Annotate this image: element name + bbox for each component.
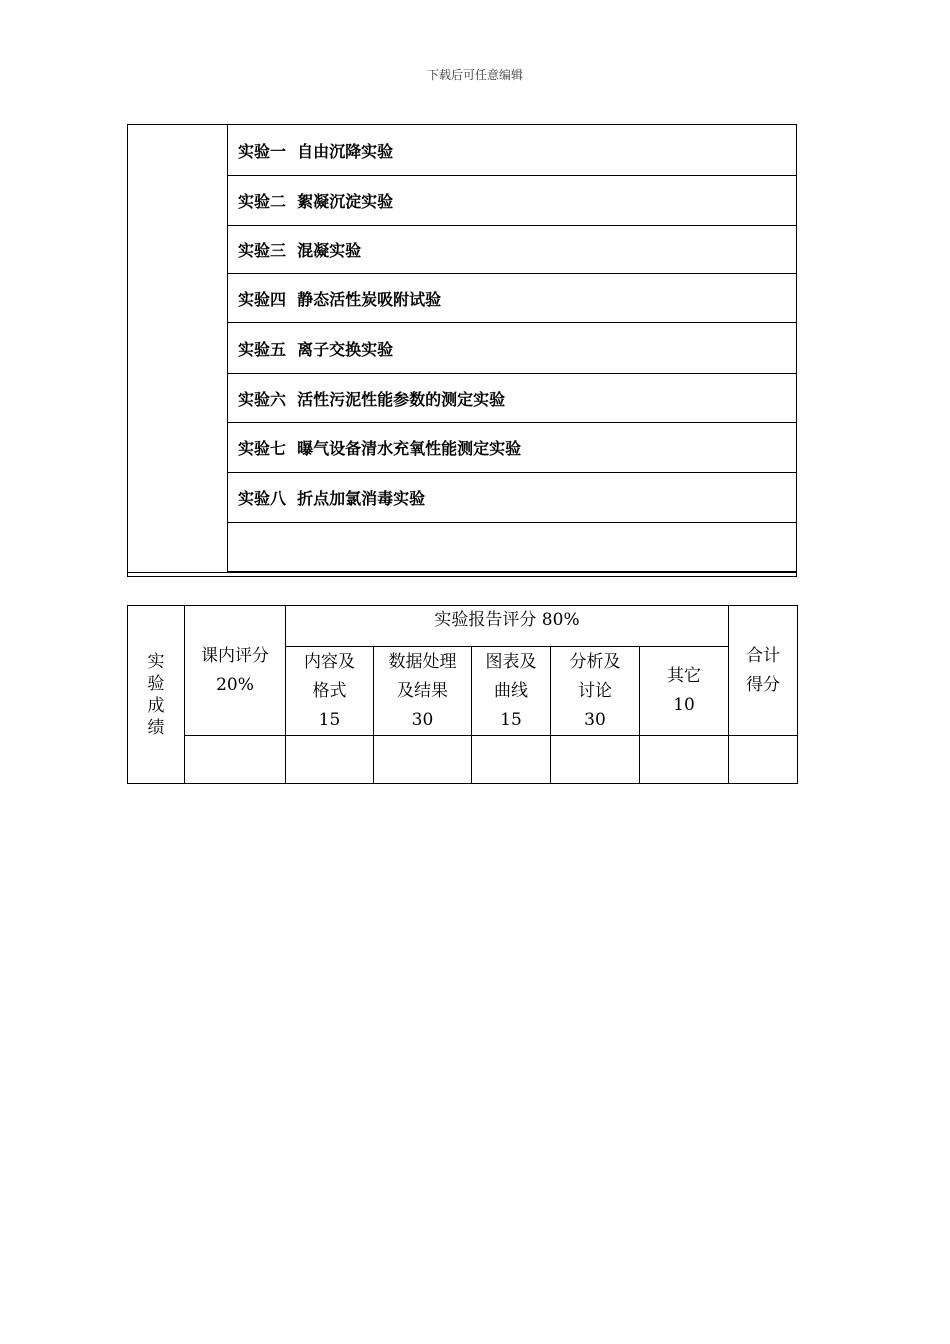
total-label-line1: 合计	[746, 645, 781, 666]
grade-row-label-cell	[128, 606, 185, 784]
score-cell-other	[640, 736, 729, 784]
experiment-item-empty	[228, 523, 796, 572]
experiment-item-7: 实验七 曝气设备清水充氧性能测定实验	[228, 423, 796, 473]
score-cell-analysis-discussion	[551, 736, 640, 784]
report-score-label: 实验报告评分 80%	[434, 610, 580, 630]
experiment-list-table	[127, 124, 797, 577]
score-entry-row	[128, 736, 798, 784]
criterion-name-line2: 曲线	[494, 680, 528, 701]
grading-table	[127, 605, 798, 784]
criterion-points: 10	[673, 695, 695, 715]
score-cell-content-format	[286, 736, 374, 784]
score-cell-data-processing	[374, 736, 472, 784]
experiment-item-1: 实验一 自由沉降实验	[228, 125, 796, 176]
criterion-points: 30	[411, 709, 434, 730]
experiment-list-left-cell	[128, 125, 228, 572]
total-label-line2: 得分	[746, 674, 781, 695]
criterion-points: 30	[584, 709, 606, 730]
grade-row-label: 实验成绩	[147, 651, 165, 738]
total-score-header	[729, 606, 798, 736]
report-score-header	[286, 606, 729, 647]
criterion-name-line1: 数据处理	[388, 651, 457, 672]
criterion-name-line2: 格式	[312, 680, 347, 701]
score-cell-in-class	[185, 736, 286, 784]
experiment-item-2: 实验二 絮凝沉淀实验	[228, 176, 796, 226]
criterion-charts-curves	[472, 647, 551, 736]
in-class-score-header	[185, 606, 286, 736]
criterion-name-line1: 其它	[667, 666, 702, 686]
criterion-data-processing	[374, 647, 472, 736]
criterion-name-line1: 图表及	[485, 651, 537, 672]
page-header-note: 下载后可任意编辑	[426, 68, 523, 82]
in-class-percent: 20%	[216, 674, 254, 695]
criterion-points: 15	[500, 709, 522, 730]
score-cell-total	[729, 736, 798, 784]
criterion-name-line1: 内容及	[304, 651, 355, 672]
criterion-other	[640, 647, 729, 736]
criterion-points: 15	[318, 709, 341, 730]
criterion-name-line2: 及结果	[397, 680, 448, 701]
criterion-name-line2: 讨论	[578, 680, 612, 701]
experiment-item-6: 实验六 活性污泥性能参数的测定实验	[228, 374, 796, 423]
criterion-content-format	[286, 647, 374, 736]
in-class-label: 课内评分	[201, 645, 269, 666]
grading-header-row-1	[128, 606, 798, 647]
experiment-item-5: 实验五 离子交换实验	[228, 323, 796, 374]
table-bottom-double-rule	[128, 572, 796, 573]
score-cell-charts-curves	[472, 736, 551, 784]
criterion-name-line1: 分析及	[569, 651, 621, 672]
criterion-analysis-discussion	[551, 647, 640, 736]
experiment-item-3: 实验三 混凝实验	[228, 226, 796, 274]
experiment-item-8: 实验八 折点加氯消毒实验	[228, 473, 796, 523]
experiment-item-4: 实验四 静态活性炭吸附试验	[228, 274, 796, 323]
